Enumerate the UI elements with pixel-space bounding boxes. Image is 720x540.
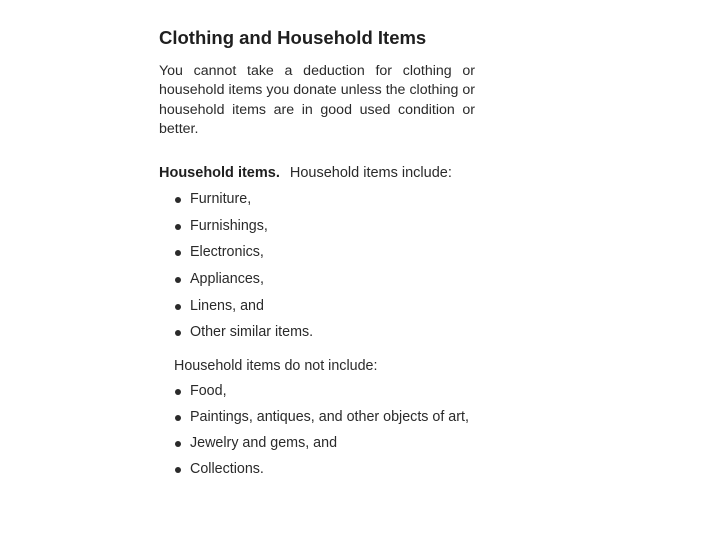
page-title: Clothing and Household Items [159,27,427,48]
list-item [159,191,475,208]
include-list [159,191,475,341]
list-item-text: Electronics, [190,244,264,261]
list-item [159,244,475,261]
list-item-text: Appliances, [190,270,264,287]
bullet-icon [175,304,181,310]
list-item [159,324,475,341]
list-item-text: Food, [190,383,227,400]
list-item-text: Paintings, antiques, and other objects of art, [190,409,469,426]
household-section-heading [159,164,475,183]
bullet-icon [175,197,181,203]
list-item-text: Linens, and [190,297,264,314]
list-item [159,409,475,426]
bullet-icon [175,441,181,447]
list-item [159,298,475,315]
bullet-icon [175,250,181,256]
list-item [159,271,475,288]
list-item-text: Furnishings, [190,217,268,234]
list-item-text: Jewelry and gems, and [190,435,338,452]
list-item [159,383,475,400]
bullet-icon [175,277,181,283]
list-item [159,435,475,452]
exclude-lead: Household items do not include: [174,358,378,375]
bullet-icon [175,415,181,421]
list-item [159,218,475,235]
intro-paragraph: You cannot take a deduction for clothing or household items you donate unless the clothing or household items are in good used condition or better. [159,63,475,137]
bullet-icon [175,389,181,395]
household-lead: Household items include: [289,165,452,182]
bullet-icon [175,330,181,336]
list-item [159,461,475,478]
list-item-text: Other similar items. [190,324,314,341]
bullet-icon [175,224,181,230]
bullet-icon [175,467,181,473]
list-item-text: Collections. [190,461,264,478]
list-item-text: Furniture, [190,191,252,208]
household-heading: Household items. [159,165,280,182]
document-page [159,26,475,487]
exclude-list [159,383,475,478]
